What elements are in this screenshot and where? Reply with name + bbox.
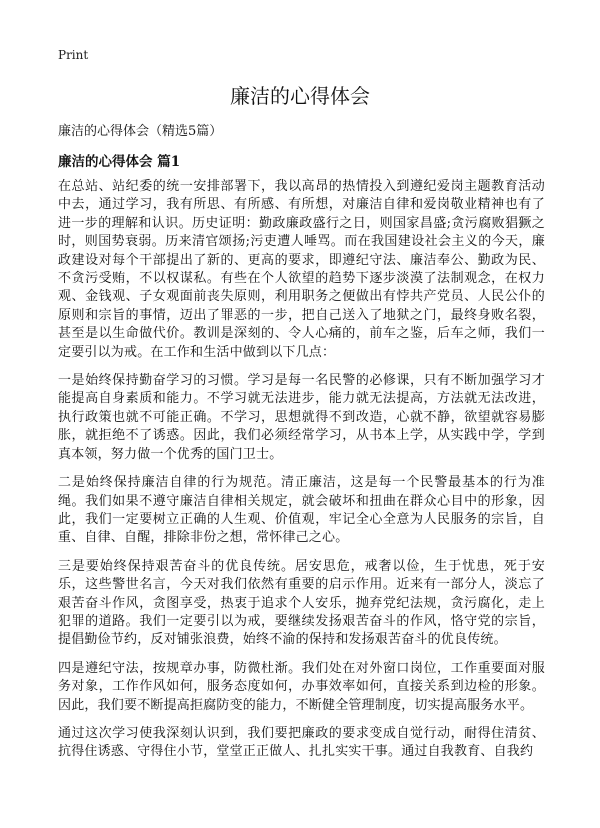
- paragraph: 二是始终保持廉洁自律的行为规范。清正廉洁，这是每一个民警最基本的行为准绳。我们如果不遵守廉洁自律相关规定，就会破坏和扭曲在群众心目中的形象，因此，我们一定要树立正确的人生观、价值观，牢记全心全意为人民服务的宗旨，自重、自律、自醒，排除非份之想，常怀律己之心。: [58, 475, 545, 546]
- paragraph: 在总站、站纪委的统一安排部署下，我以高昂的热情投入到遵纪爱岗主题教育活动中去，通过学习，我有所思、有所感、有所想，对廉洁自律和爱岗敬业精神也有了进一步的理解和认识。历史证明：勤政廉政盛行之日，则国家昌盛;贪污腐败猖獗之时，则国势衰弱。历来清官颂扬;污吏遭人唾骂。而在我国建设社会主义的今天，廉政建设对每个干部提出了新的、更高的要求，即遵纪守法、廉洁奉公、勤政为民、不贪污受贿，不以权谋私。有些在个人欲望的趋势下逐步淡漠了法制观念，在权力观、金钱观、子女观面前丧失原则，利用职务之便做出有悖共产党员、人民公仆的原则和宗旨的事情，迈出了罪恶的一步，把自己送入了地狱之门，最终身败名裂，甚至是以生命做代价。教训是深刻的、令人心痛的，前车之鉴，后车之师，我们一定要引以为戒。在工作和生活中做到以下几点：: [58, 179, 545, 360]
- document-body: [58, 178, 545, 772]
- document-title: 廉洁的心得体会: [230, 84, 370, 108]
- paragraph: 一是始终保持勤奋学习的习惯。学习是每一名民警的必修课，只有不断加强学习才能提高自身素质和能力。不学习就无法进步，能力就无法提高，方法就无法改进，执行政策也就不可能正确。不学习，思想就得不到改造，心就不静，欲望就容易膨胀，就拒绝不了诱惑。因此，我们必须经常学习，从书本上学，从实践中学，学到真本领，努力做一个优秀的国门卫士。: [58, 373, 545, 462]
- paragraph: 三是要始终保持艰苦奋斗的优良传统。居安思危，戒奢以俭，生于忧患，死于安乐，这些警世名言，今天对我们依然有重要的启示作用。近来有一部分人，淡忘了艰苦奋斗作风，贪图享受，热衷于追求个人安乐，抛弃党纪法规，贪污腐化，走上犯罪的道路。我们一定要引以为戒，要继续发扬艰苦奋斗的作风，恪守党的宗旨，提倡勤俭节约，反对铺张浪费，始终不渝的保持和发扬艰苦奋斗的优良传统。: [58, 558, 545, 648]
- paragraph: 通过这次学习使我深刻认识到，我们要把廉政的要求变成自觉行动，耐得住清贫、抗得住诱惑、守得住小节，堂堂正正做人、扎扎实实干事。通过自我教育、自我约: [58, 725, 545, 760]
- section-heading: 廉洁的心得体会 篇1: [58, 154, 181, 170]
- paragraph: 四是遵纪守法，按规章办事，防微杜渐。我们处在对外窗口岗位，工作重要面对服务对象，工作作风如何，服务态度如何，办事效率如何，直接关系到边检的形象。因此，我们要不断提高拒腐防变的能力，不断健全管理制度，切实提高服务水平。: [58, 660, 545, 713]
- document-subtitle: 廉洁的心得体会（精选5篇）: [58, 124, 223, 139]
- print-link[interactable]: Print: [58, 48, 89, 62]
